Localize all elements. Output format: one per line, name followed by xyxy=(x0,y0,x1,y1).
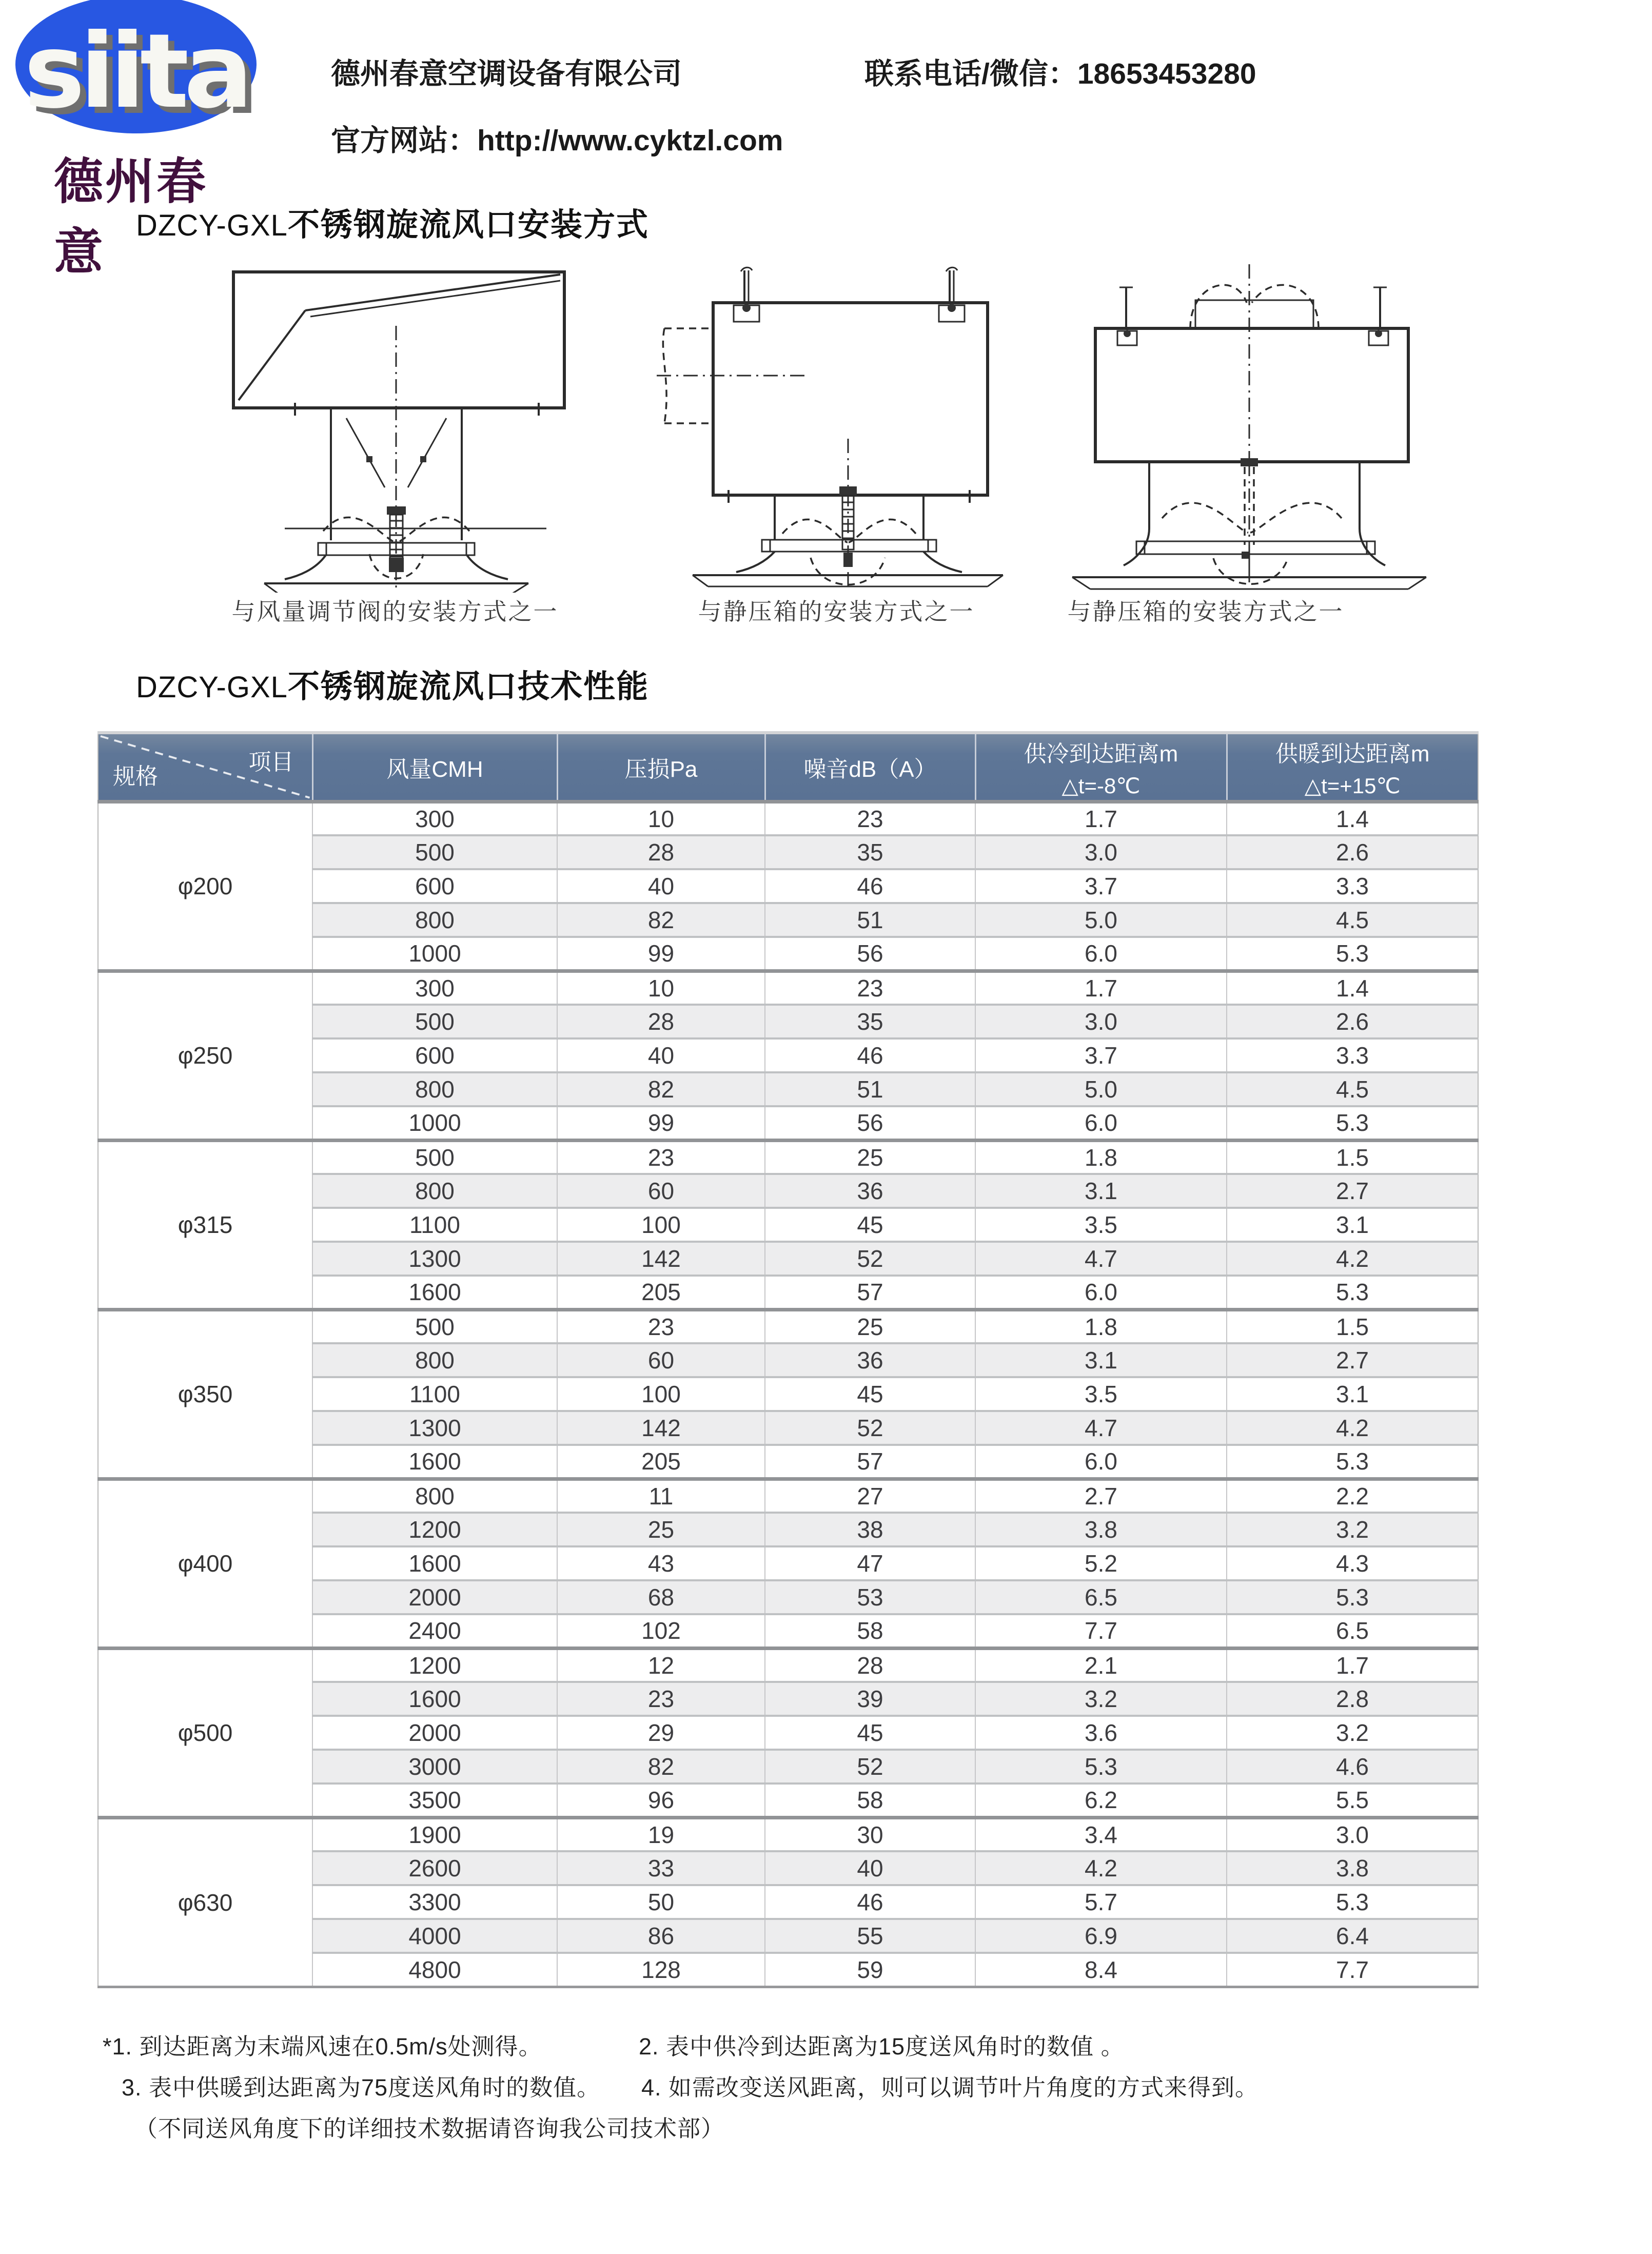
value-cell: 35 xyxy=(765,1005,975,1038)
value-cell: 4.7 xyxy=(975,1242,1227,1276)
value-cell: 2400 xyxy=(312,1614,557,1648)
spec-cell: φ200 xyxy=(98,801,312,971)
value-cell: 58 xyxy=(765,1614,975,1648)
logo-brand-text: siita xyxy=(24,12,248,131)
value-cell: 82 xyxy=(557,1072,765,1106)
value-cell: 82 xyxy=(557,903,765,937)
value-cell: 25 xyxy=(765,1309,975,1343)
value-cell: 1300 xyxy=(312,1242,557,1276)
performance-title-text: 不锈钢旋流风口技术性能 xyxy=(287,669,649,704)
value-cell: 500 xyxy=(312,1309,557,1343)
value-cell: 500 xyxy=(312,1005,557,1038)
value-cell: 2.1 xyxy=(975,1648,1227,1682)
column-header-heating xyxy=(1227,733,1478,801)
value-cell: 2.6 xyxy=(1227,835,1478,869)
spec-cell: φ500 xyxy=(98,1648,312,1817)
value-cell: 3.8 xyxy=(1227,1851,1478,1885)
value-cell: 6.0 xyxy=(975,1276,1227,1309)
value-cell: 500 xyxy=(312,835,557,869)
value-cell: 800 xyxy=(312,1174,557,1208)
value-cell: 28 xyxy=(765,1648,975,1682)
value-cell: 5.3 xyxy=(1227,1106,1478,1140)
footnote-5: （不同送风角度下的详细技术数据请咨询我公司技术部） xyxy=(134,2115,725,2142)
column-header-noise: 噪音dB（A） xyxy=(765,733,975,801)
cooling-header-line1: 供冷到达距离m xyxy=(1024,741,1178,767)
value-cell: 3.3 xyxy=(1227,1038,1478,1072)
value-cell: 59 xyxy=(765,1953,975,1987)
value-cell: 5.3 xyxy=(1227,1276,1478,1309)
performance-table-wrap xyxy=(97,731,1478,1988)
value-cell: 128 xyxy=(557,1953,765,1987)
value-cell: 25 xyxy=(765,1140,975,1174)
value-cell: 68 xyxy=(557,1580,765,1614)
value-cell: 2.6 xyxy=(1227,1005,1478,1038)
installation-diagram-plenum-side xyxy=(657,254,1016,593)
value-cell: 1.8 xyxy=(975,1309,1227,1343)
value-cell: 4.2 xyxy=(1227,1242,1478,1276)
performance-table xyxy=(97,731,1479,1988)
value-cell: 100 xyxy=(557,1208,765,1242)
performance-section-title xyxy=(136,661,649,707)
value-cell: 1600 xyxy=(312,1445,557,1479)
installation-diagram-damper xyxy=(215,254,575,593)
diagram-caption: 与静压箱的安装方式之一 xyxy=(1067,598,1344,625)
value-cell: 4.6 xyxy=(1227,1750,1478,1783)
value-cell: 205 xyxy=(557,1445,765,1479)
value-cell: 6.2 xyxy=(975,1783,1227,1817)
value-cell: 5.3 xyxy=(1227,937,1478,971)
value-cell: 7.7 xyxy=(1227,1953,1478,1987)
value-cell: 800 xyxy=(312,1479,557,1513)
value-cell: 5.0 xyxy=(975,1072,1227,1106)
value-cell: 4.5 xyxy=(1227,1072,1478,1106)
value-cell: 46 xyxy=(765,869,975,903)
value-cell: 30 xyxy=(765,1817,975,1851)
value-cell: 300 xyxy=(312,801,557,835)
value-cell: 29 xyxy=(557,1716,765,1750)
value-cell: 4.3 xyxy=(1227,1546,1478,1580)
footnote-2: 2. 表中供冷到达距离为15度送风角时的数值 。 xyxy=(639,2033,1125,2060)
value-cell: 1.8 xyxy=(975,1140,1227,1174)
value-cell: 51 xyxy=(765,1072,975,1106)
value-cell: 205 xyxy=(557,1276,765,1309)
value-cell: 7.7 xyxy=(975,1614,1227,1648)
value-cell: 86 xyxy=(557,1919,765,1953)
value-cell: 5.5 xyxy=(1227,1783,1478,1817)
value-cell: 60 xyxy=(557,1174,765,1208)
value-cell: 6.0 xyxy=(975,937,1227,971)
column-header-airflow: 风量CMH xyxy=(312,733,557,801)
value-cell: 1200 xyxy=(312,1648,557,1682)
value-cell: 2.7 xyxy=(975,1479,1227,1513)
value-cell: 40 xyxy=(557,869,765,903)
value-cell: 10 xyxy=(557,971,765,1005)
value-cell: 1600 xyxy=(312,1682,557,1716)
value-cell: 1000 xyxy=(312,1106,557,1140)
value-cell: 800 xyxy=(312,1343,557,1377)
model-code: DZCY-GXL xyxy=(136,209,288,242)
value-cell: 4.7 xyxy=(975,1411,1227,1445)
value-cell: 43 xyxy=(557,1546,765,1580)
value-cell: 1.4 xyxy=(1227,971,1478,1005)
table-header-row xyxy=(98,733,1478,801)
value-cell: 3.0 xyxy=(975,1005,1227,1038)
value-cell: 3.7 xyxy=(975,869,1227,903)
footnote-4: 4. 如需改变送风距离，则可以调节叶片角度的方式来得到。 xyxy=(641,2074,1259,2101)
value-cell: 35 xyxy=(765,835,975,869)
value-cell: 1300 xyxy=(312,1411,557,1445)
logo-subtitle: 德州春意 xyxy=(54,154,208,280)
heating-header-line2: △t=+15℃ xyxy=(1304,774,1401,798)
value-cell: 3.4 xyxy=(975,1817,1227,1851)
value-cell: 28 xyxy=(557,835,765,869)
value-cell: 52 xyxy=(765,1242,975,1276)
diagram-caption: 与风量调节阀的安装方式之一 xyxy=(231,598,559,625)
value-cell: 6.0 xyxy=(975,1445,1227,1479)
footnote-1: *1. 到达距离为末端风速在0.5m/s处测得。 xyxy=(103,2033,542,2060)
value-cell: 3.0 xyxy=(975,835,1227,869)
value-cell: 2.7 xyxy=(1227,1174,1478,1208)
value-cell: 600 xyxy=(312,1038,557,1072)
value-cell: 3.1 xyxy=(975,1343,1227,1377)
value-cell: 3.8 xyxy=(975,1513,1227,1546)
value-cell: 23 xyxy=(765,971,975,1005)
value-cell: 96 xyxy=(557,1783,765,1817)
install-title-text: 不锈钢旋流风口安装方式 xyxy=(287,207,649,243)
value-cell: 1200 xyxy=(312,1513,557,1546)
value-cell: 142 xyxy=(557,1411,765,1445)
value-cell: 1.5 xyxy=(1227,1309,1478,1343)
value-cell: 52 xyxy=(765,1750,975,1783)
table-row xyxy=(98,971,1478,1005)
table-row xyxy=(98,1309,1478,1343)
value-cell: 2600 xyxy=(312,1851,557,1885)
value-cell: 3.3 xyxy=(1227,869,1478,903)
value-cell: 10 xyxy=(557,801,765,835)
value-cell: 47 xyxy=(765,1546,975,1580)
value-cell: 6.9 xyxy=(975,1919,1227,1953)
table-row xyxy=(98,1479,1478,1513)
value-cell: 2.2 xyxy=(1227,1479,1478,1513)
value-cell: 1600 xyxy=(312,1276,557,1309)
value-cell: 2.7 xyxy=(1227,1343,1478,1377)
website-url: 官方网站：http://www.cyktzl.com xyxy=(331,124,783,157)
value-cell: 142 xyxy=(557,1242,765,1276)
value-cell: 99 xyxy=(557,1106,765,1140)
value-cell: 56 xyxy=(765,1106,975,1140)
spec-cell: φ315 xyxy=(98,1140,312,1309)
value-cell: 102 xyxy=(557,1614,765,1648)
value-cell: 3.5 xyxy=(975,1208,1227,1242)
value-cell: 3.1 xyxy=(1227,1377,1478,1411)
value-cell: 4.2 xyxy=(1227,1411,1478,1445)
value-cell: 45 xyxy=(765,1716,975,1750)
value-cell: 6.0 xyxy=(975,1106,1227,1140)
value-cell: 40 xyxy=(557,1038,765,1072)
value-cell: 45 xyxy=(765,1208,975,1242)
spec-cell: φ400 xyxy=(98,1479,312,1648)
table-row xyxy=(98,1817,1478,1851)
value-cell: 36 xyxy=(765,1343,975,1377)
value-cell: 5.3 xyxy=(1227,1885,1478,1919)
value-cell: 23 xyxy=(557,1140,765,1174)
value-cell: 28 xyxy=(557,1005,765,1038)
value-cell: 57 xyxy=(765,1276,975,1309)
value-cell: 55 xyxy=(765,1919,975,1953)
value-cell: 6.5 xyxy=(1227,1614,1478,1648)
value-cell: 23 xyxy=(557,1309,765,1343)
value-cell: 8.4 xyxy=(975,1953,1227,1987)
value-cell: 1100 xyxy=(312,1377,557,1411)
heating-header-line1: 供暖到达距离m xyxy=(1275,741,1430,767)
value-cell: 4.5 xyxy=(1227,903,1478,937)
spec-cell: φ250 xyxy=(98,971,312,1140)
value-cell: 12 xyxy=(557,1648,765,1682)
value-cell: 82 xyxy=(557,1750,765,1783)
value-cell: 6.5 xyxy=(975,1580,1227,1614)
value-cell: 800 xyxy=(312,903,557,937)
model-code: DZCY-GXL xyxy=(136,671,288,704)
value-cell: 3500 xyxy=(312,1783,557,1817)
value-cell: 3300 xyxy=(312,1885,557,1919)
value-cell: 33 xyxy=(557,1851,765,1885)
value-cell: 5.3 xyxy=(1227,1580,1478,1614)
corner-label-item: 项目 xyxy=(248,750,294,775)
value-cell: 53 xyxy=(765,1580,975,1614)
value-cell: 3.6 xyxy=(975,1716,1227,1750)
value-cell: 4800 xyxy=(312,1953,557,1987)
value-cell: 2000 xyxy=(312,1716,557,1750)
value-cell: 600 xyxy=(312,869,557,903)
company-name: 德州春意空调设备有限公司 xyxy=(331,57,682,90)
value-cell: 46 xyxy=(765,1885,975,1919)
value-cell: 50 xyxy=(557,1885,765,1919)
value-cell: 45 xyxy=(765,1377,975,1411)
diagram-caption: 与静压箱的安装方式之一 xyxy=(698,598,975,625)
column-header-cooling xyxy=(975,733,1227,801)
value-cell: 800 xyxy=(312,1072,557,1106)
value-cell: 3.2 xyxy=(1227,1513,1478,1546)
installation-figure-2 xyxy=(657,254,1016,593)
installation-figure-3 xyxy=(1062,251,1431,611)
value-cell: 2000 xyxy=(312,1580,557,1614)
value-cell: 3.2 xyxy=(1227,1716,1478,1750)
table-row xyxy=(98,1648,1478,1682)
value-cell: 57 xyxy=(765,1445,975,1479)
value-cell: 100 xyxy=(557,1377,765,1411)
installation-diagram-plenum-top xyxy=(1062,251,1431,611)
table-row xyxy=(98,1140,1478,1174)
column-header-pressure: 压损Pa xyxy=(557,733,765,801)
value-cell: 2.8 xyxy=(1227,1682,1478,1716)
value-cell: 27 xyxy=(765,1479,975,1513)
value-cell: 3.1 xyxy=(975,1174,1227,1208)
value-cell: 51 xyxy=(765,903,975,937)
value-cell: 1.5 xyxy=(1227,1140,1478,1174)
value-cell: 25 xyxy=(557,1513,765,1546)
value-cell: 19 xyxy=(557,1817,765,1851)
value-cell: 1900 xyxy=(312,1817,557,1851)
spec-table-body xyxy=(98,801,1478,1987)
value-cell: 5.3 xyxy=(1227,1445,1478,1479)
cooling-header-line2: △t=-8℃ xyxy=(1061,774,1140,798)
table-row xyxy=(98,801,1478,835)
value-cell: 5.3 xyxy=(975,1750,1227,1783)
value-cell: 3.7 xyxy=(975,1038,1227,1072)
contact-phone: 联系电话/微信：18653453280 xyxy=(864,57,1256,90)
footnote-3: 3. 表中供暖到达距离为75度送风角时的数值。 xyxy=(122,2074,601,2101)
corner-cell xyxy=(98,733,312,801)
value-cell: 36 xyxy=(765,1174,975,1208)
value-cell: 3.5 xyxy=(975,1377,1227,1411)
value-cell: 46 xyxy=(765,1038,975,1072)
brand-logo-icon xyxy=(15,0,257,133)
value-cell: 1100 xyxy=(312,1208,557,1242)
value-cell: 38 xyxy=(765,1513,975,1546)
value-cell: 1.4 xyxy=(1227,801,1478,835)
value-cell: 23 xyxy=(765,801,975,835)
value-cell: 300 xyxy=(312,971,557,1005)
value-cell: 4.2 xyxy=(975,1851,1227,1885)
value-cell: 23 xyxy=(557,1682,765,1716)
value-cell: 500 xyxy=(312,1140,557,1174)
value-cell: 1.7 xyxy=(1227,1648,1478,1682)
value-cell: 4000 xyxy=(312,1919,557,1953)
value-cell: 5.7 xyxy=(975,1885,1227,1919)
value-cell: 3000 xyxy=(312,1750,557,1783)
value-cell: 5.2 xyxy=(975,1546,1227,1580)
spec-cell: φ630 xyxy=(98,1817,312,1987)
value-cell: 1.7 xyxy=(975,971,1227,1005)
value-cell: 1600 xyxy=(312,1546,557,1580)
value-cell: 58 xyxy=(765,1783,975,1817)
value-cell: 5.0 xyxy=(975,903,1227,937)
value-cell: 11 xyxy=(557,1479,765,1513)
value-cell: 6.4 xyxy=(1227,1919,1478,1953)
value-cell: 40 xyxy=(765,1851,975,1885)
installation-figure-1 xyxy=(215,254,575,593)
corner-label-spec: 规格 xyxy=(113,763,158,789)
value-cell: 3.0 xyxy=(1227,1817,1478,1851)
spec-cell: φ350 xyxy=(98,1309,312,1479)
value-cell: 99 xyxy=(557,937,765,971)
value-cell: 60 xyxy=(557,1343,765,1377)
value-cell: 52 xyxy=(765,1411,975,1445)
value-cell: 39 xyxy=(765,1682,975,1716)
install-section-title xyxy=(136,199,649,245)
value-cell: 3.2 xyxy=(975,1682,1227,1716)
value-cell: 1.7 xyxy=(975,801,1227,835)
value-cell: 1000 xyxy=(312,937,557,971)
value-cell: 3.1 xyxy=(1227,1208,1478,1242)
value-cell: 56 xyxy=(765,937,975,971)
